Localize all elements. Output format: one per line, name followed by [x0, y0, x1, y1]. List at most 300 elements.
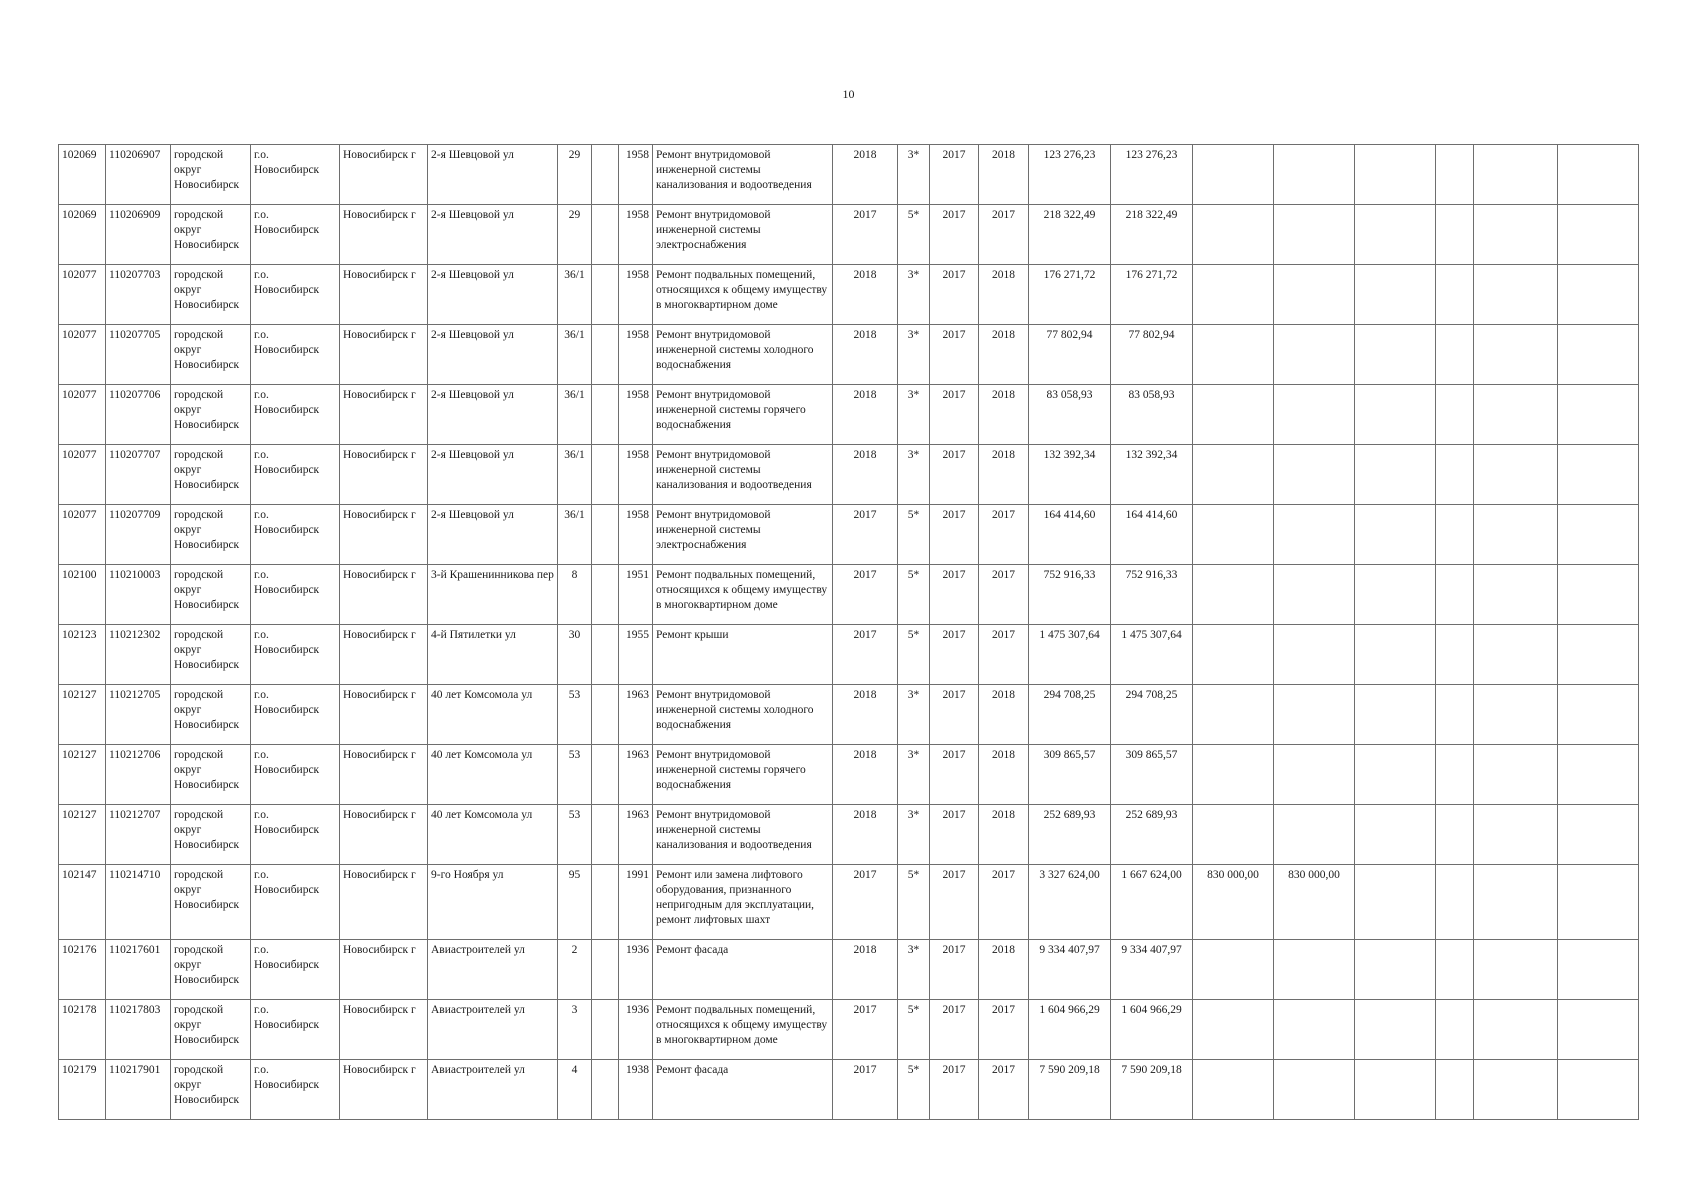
table-cell-col15: 9 334 407,97 [1029, 940, 1111, 1000]
table-cell-col7: 36/1 [558, 385, 592, 445]
table-cell-col17: 830 000,00 [1193, 865, 1274, 940]
table-cell-col8 [592, 685, 619, 745]
table-cell-col22 [1558, 1060, 1639, 1120]
table-cell-col20 [1436, 445, 1474, 505]
table-cell-col17 [1193, 445, 1274, 505]
table-cell-col1: 102077 [59, 505, 106, 565]
table-cell-col12: 3* [898, 745, 930, 805]
table-cell-col7: 4 [558, 1060, 592, 1120]
table-cell-col19 [1355, 1000, 1436, 1060]
table-cell-col15: 77 802,94 [1029, 325, 1111, 385]
table-cell-col12: 5* [898, 1060, 930, 1120]
table-cell-col13: 2017 [930, 145, 979, 205]
table-cell-col4: г.о. Новосибирск [251, 940, 340, 1000]
table-cell-col10: Ремонт внутридомовой инженерной системы электроснабжения [653, 205, 833, 265]
table-cell-col18 [1274, 805, 1355, 865]
table-cell-col22 [1558, 505, 1639, 565]
table-cell-col11: 2018 [833, 940, 898, 1000]
table-cell-col8 [592, 205, 619, 265]
table-cell-col10: Ремонт или замена лифтового оборудования, признанного непригодным для эксплуатации, ремонт лифтовых шахт [653, 865, 833, 940]
table-cell-col21 [1474, 445, 1558, 505]
table-cell-col9: 1958 [619, 385, 653, 445]
table-cell-col10: Ремонт внутридомовой инженерной системы холодного водоснабжения [653, 685, 833, 745]
table-cell-col13: 2017 [930, 685, 979, 745]
table-cell-col21 [1474, 385, 1558, 445]
table-cell-col11: 2017 [833, 565, 898, 625]
table-cell-col9: 1963 [619, 805, 653, 865]
table-cell-col18 [1274, 265, 1355, 325]
table-cell-col12: 3* [898, 940, 930, 1000]
table-cell-col21 [1474, 205, 1558, 265]
table-cell-col14: 2017 [979, 1060, 1029, 1120]
table-cell-col21 [1474, 940, 1558, 1000]
table-cell-col2: 110207707 [106, 445, 171, 505]
table-cell-col15: 309 865,57 [1029, 745, 1111, 805]
table-cell-col1: 102176 [59, 940, 106, 1000]
table-cell-col3: городской округ Новосибирск [171, 685, 251, 745]
table-cell-col19 [1355, 745, 1436, 805]
table-cell-col13: 2017 [930, 505, 979, 565]
table-cell-col11: 2017 [833, 205, 898, 265]
table-cell-col6: 2-я Шевцовой ул [428, 325, 558, 385]
table-cell-col1: 102127 [59, 745, 106, 805]
table-cell-col10: Ремонт фасада [653, 1060, 833, 1120]
table-cell-col18 [1274, 625, 1355, 685]
table-cell-col10: Ремонт внутридомовой инженерной системы горячего водоснабжения [653, 385, 833, 445]
table-cell-col10: Ремонт внутридомовой инженерной системы канализования и водоотведения [653, 145, 833, 205]
table-cell-col9: 1936 [619, 940, 653, 1000]
table-row [59, 385, 1639, 445]
table-cell-col12: 5* [898, 625, 930, 685]
table-cell-col17 [1193, 505, 1274, 565]
table-cell-col4: г.о. Новосибирск [251, 445, 340, 505]
table-cell-col22 [1558, 940, 1639, 1000]
table-cell-col18 [1274, 685, 1355, 745]
table-cell-col11: 2018 [833, 265, 898, 325]
table-cell-col17 [1193, 625, 1274, 685]
table-cell-col2: 110217601 [106, 940, 171, 1000]
table-cell-col17 [1193, 145, 1274, 205]
table-cell-col2: 110217803 [106, 1000, 171, 1060]
table-cell-col6: 2-я Шевцовой ул [428, 205, 558, 265]
table-cell-col5: Новосибирск г [340, 805, 428, 865]
page-number: 10 [842, 87, 855, 101]
table-cell-col6: Авиастроителей ул [428, 1060, 558, 1120]
table-cell-col9: 1958 [619, 505, 653, 565]
table-cell-col17 [1193, 745, 1274, 805]
table-cell-col12: 3* [898, 445, 930, 505]
table-cell-col5: Новосибирск г [340, 505, 428, 565]
table-cell-col17 [1193, 805, 1274, 865]
table-cell-col11: 2018 [833, 325, 898, 385]
table-cell-col9: 1938 [619, 1060, 653, 1120]
table-cell-col4: г.о. Новосибирск [251, 505, 340, 565]
table-cell-col3: городской округ Новосибирск [171, 325, 251, 385]
table-cell-col7: 36/1 [558, 445, 592, 505]
table-cell-col12: 3* [898, 325, 930, 385]
table-cell-col5: Новосибирск г [340, 325, 428, 385]
table-row [59, 505, 1639, 565]
table-cell-col4: г.о. Новосибирск [251, 265, 340, 325]
table-cell-col7: 95 [558, 865, 592, 940]
table-cell-col4: г.о. Новосибирск [251, 385, 340, 445]
table-cell-col19 [1355, 385, 1436, 445]
table-cell-col17 [1193, 265, 1274, 325]
table-cell-col21 [1474, 505, 1558, 565]
table-cell-col15: 752 916,33 [1029, 565, 1111, 625]
table-cell-col4: г.о. Новосибирск [251, 865, 340, 940]
table-cell-col17 [1193, 565, 1274, 625]
table-cell-col11: 2018 [833, 805, 898, 865]
table-cell-col19 [1355, 265, 1436, 325]
table-cell-col15: 1 475 307,64 [1029, 625, 1111, 685]
table-cell-col13: 2017 [930, 745, 979, 805]
table-cell-col16: 294 708,25 [1111, 685, 1193, 745]
table-cell-col6: 40 лет Комсомола ул [428, 685, 558, 745]
table-cell-col19 [1355, 145, 1436, 205]
table-cell-col2: 110207709 [106, 505, 171, 565]
table-cell-col2: 110214710 [106, 865, 171, 940]
table-cell-col16: 1 667 624,00 [1111, 865, 1193, 940]
table-cell-col2: 110217901 [106, 1060, 171, 1120]
table-cell-col1: 102178 [59, 1000, 106, 1060]
table-cell-col8 [592, 565, 619, 625]
table-cell-col1: 102127 [59, 685, 106, 745]
table-cell-col21 [1474, 145, 1558, 205]
table-cell-col18 [1274, 325, 1355, 385]
table-cell-col2: 110207705 [106, 325, 171, 385]
table-cell-col1: 102077 [59, 265, 106, 325]
table-cell-col6: 2-я Шевцовой ул [428, 505, 558, 565]
table-cell-col12: 3* [898, 265, 930, 325]
table-cell-col16: 83 058,93 [1111, 385, 1193, 445]
table-cell-col2: 110212707 [106, 805, 171, 865]
table-cell-col4: г.о. Новосибирск [251, 205, 340, 265]
table-row [59, 685, 1639, 745]
table-cell-col13: 2017 [930, 445, 979, 505]
table-cell-col21 [1474, 865, 1558, 940]
table-cell-col19 [1355, 325, 1436, 385]
table-cell-col22 [1558, 805, 1639, 865]
table-cell-col3: городской округ Новосибирск [171, 940, 251, 1000]
table-cell-col3: городской округ Новосибирск [171, 625, 251, 685]
table-cell-col4: г.о. Новосибирск [251, 565, 340, 625]
table-cell-col20 [1436, 685, 1474, 745]
table-cell-col22 [1558, 145, 1639, 205]
table-cell-col20 [1436, 745, 1474, 805]
table-cell-col15: 7 590 209,18 [1029, 1060, 1111, 1120]
table-cell-col14: 2017 [979, 625, 1029, 685]
table-cell-col19 [1355, 625, 1436, 685]
table-cell-col14: 2018 [979, 325, 1029, 385]
table-cell-col12: 5* [898, 565, 930, 625]
table-cell-col8 [592, 865, 619, 940]
table-cell-col15: 1 604 966,29 [1029, 1000, 1111, 1060]
table-row [59, 865, 1639, 940]
table-cell-col5: Новосибирск г [340, 265, 428, 325]
table-cell-col10: Ремонт подвальных помещений, относящихся к общему имуществу в многоквартирном доме [653, 1000, 833, 1060]
table-cell-col5: Новосибирск г [340, 745, 428, 805]
table-cell-col6: 2-я Шевцовой ул [428, 145, 558, 205]
table-cell-col8 [592, 1060, 619, 1120]
table-cell-col22 [1558, 325, 1639, 385]
table-cell-col11: 2017 [833, 865, 898, 940]
table-cell-col18 [1274, 940, 1355, 1000]
table-cell-col11: 2018 [833, 385, 898, 445]
table-cell-col11: 2017 [833, 625, 898, 685]
table-cell-col20 [1436, 265, 1474, 325]
table-cell-col2: 110210003 [106, 565, 171, 625]
table-cell-col21 [1474, 805, 1558, 865]
table-cell-col11: 2018 [833, 685, 898, 745]
table-cell-col15: 252 689,93 [1029, 805, 1111, 865]
table-cell-col22 [1558, 385, 1639, 445]
table-cell-col9: 1958 [619, 145, 653, 205]
table-cell-col21 [1474, 325, 1558, 385]
table-cell-col3: городской округ Новосибирск [171, 805, 251, 865]
table-cell-col7: 3 [558, 1000, 592, 1060]
table-cell-col7: 53 [558, 745, 592, 805]
table-cell-col19 [1355, 865, 1436, 940]
table-cell-col12: 5* [898, 1000, 930, 1060]
table-cell-col3: городской округ Новосибирск [171, 145, 251, 205]
table-cell-col13: 2017 [930, 865, 979, 940]
table-cell-col22 [1558, 685, 1639, 745]
table-cell-col8 [592, 385, 619, 445]
table-cell-col11: 2017 [833, 1060, 898, 1120]
table-cell-col8 [592, 745, 619, 805]
table-cell-col18 [1274, 385, 1355, 445]
table-cell-col22 [1558, 205, 1639, 265]
table-cell-col12: 5* [898, 865, 930, 940]
table-cell-col18 [1274, 145, 1355, 205]
table-cell-col6: Авиастроителей ул [428, 940, 558, 1000]
table-cell-col1: 102100 [59, 565, 106, 625]
table-cell-col20 [1436, 205, 1474, 265]
table-cell-col16: 164 414,60 [1111, 505, 1193, 565]
table-cell-col12: 3* [898, 685, 930, 745]
table-cell-col5: Новосибирск г [340, 565, 428, 625]
table-cell-col20 [1436, 325, 1474, 385]
table-cell-col20 [1436, 805, 1474, 865]
table-cell-col16: 132 392,34 [1111, 445, 1193, 505]
table-row [59, 805, 1639, 865]
table-cell-col7: 8 [558, 565, 592, 625]
table-cell-col3: городской округ Новосибирск [171, 205, 251, 265]
table-cell-col5: Новосибирск г [340, 145, 428, 205]
table-cell-col14: 2017 [979, 565, 1029, 625]
table-cell-col22 [1558, 745, 1639, 805]
table-cell-col22 [1558, 625, 1639, 685]
table-cell-col10: Ремонт внутридомовой инженерной системы холодного водоснабжения [653, 325, 833, 385]
table-cell-col21 [1474, 1000, 1558, 1060]
table-cell-col4: г.о. Новосибирск [251, 145, 340, 205]
table-cell-col21 [1474, 685, 1558, 745]
table-cell-col5: Новосибирск г [340, 625, 428, 685]
table-cell-col16: 1 604 966,29 [1111, 1000, 1193, 1060]
table-cell-col15: 3 327 624,00 [1029, 865, 1111, 940]
table-cell-col13: 2017 [930, 385, 979, 445]
table-row [59, 325, 1639, 385]
table-cell-col13: 2017 [930, 1060, 979, 1120]
table-cell-col4: г.о. Новосибирск [251, 1060, 340, 1120]
table-cell-col12: 5* [898, 205, 930, 265]
table-cell-col19 [1355, 1060, 1436, 1120]
table-cell-col7: 30 [558, 625, 592, 685]
table-cell-col9: 1958 [619, 205, 653, 265]
table-cell-col9: 1958 [619, 325, 653, 385]
table-cell-col7: 36/1 [558, 265, 592, 325]
table-cell-col21 [1474, 265, 1558, 325]
table-cell-col13: 2017 [930, 325, 979, 385]
table-cell-col14: 2018 [979, 265, 1029, 325]
table-cell-col8 [592, 145, 619, 205]
table-cell-col8 [592, 805, 619, 865]
table-cell-col8 [592, 445, 619, 505]
table-cell-col16: 309 865,57 [1111, 745, 1193, 805]
table-cell-col4: г.о. Новосибирск [251, 1000, 340, 1060]
table-cell-col18 [1274, 505, 1355, 565]
table-cell-col14: 2017 [979, 865, 1029, 940]
table-cell-col10: Ремонт фасада [653, 940, 833, 1000]
table-cell-col13: 2017 [930, 565, 979, 625]
table-cell-col8 [592, 505, 619, 565]
table-cell-col17 [1193, 385, 1274, 445]
table-cell-col9: 1991 [619, 865, 653, 940]
table-cell-col6: 2-я Шевцовой ул [428, 445, 558, 505]
table-cell-col16: 9 334 407,97 [1111, 940, 1193, 1000]
table-cell-col11: 2018 [833, 745, 898, 805]
table-cell-col19 [1355, 445, 1436, 505]
table-cell-col10: Ремонт внутридомовой инженерной системы канализования и водоотведения [653, 445, 833, 505]
table-cell-col6: Авиастроителей ул [428, 1000, 558, 1060]
table-cell-col4: г.о. Новосибирск [251, 625, 340, 685]
table-cell-col8 [592, 940, 619, 1000]
table-cell-col8 [592, 1000, 619, 1060]
table-cell-col9: 1963 [619, 685, 653, 745]
table-cell-col5: Новосибирск г [340, 685, 428, 745]
table-cell-col17 [1193, 1060, 1274, 1120]
table-cell-col5: Новосибирск г [340, 940, 428, 1000]
table-cell-col9: 1963 [619, 745, 653, 805]
table-cell-col15: 132 392,34 [1029, 445, 1111, 505]
table-cell-col3: городской округ Новосибирск [171, 445, 251, 505]
table-cell-col13: 2017 [930, 1000, 979, 1060]
table-cell-col18: 830 000,00 [1274, 865, 1355, 940]
table-cell-col3: городской округ Новосибирск [171, 865, 251, 940]
table-cell-col5: Новосибирск г [340, 445, 428, 505]
table-cell-col7: 29 [558, 205, 592, 265]
table-cell-col17 [1193, 205, 1274, 265]
table-cell-col2: 110207703 [106, 265, 171, 325]
table-cell-col12: 3* [898, 805, 930, 865]
table-cell-col6: 2-я Шевцовой ул [428, 385, 558, 445]
table-cell-col3: городской округ Новосибирск [171, 1060, 251, 1120]
table-cell-col2: 110212302 [106, 625, 171, 685]
table-cell-col9: 1958 [619, 265, 653, 325]
table-cell-col21 [1474, 1060, 1558, 1120]
table-cell-col3: городской округ Новосибирск [171, 385, 251, 445]
table-cell-col17 [1193, 325, 1274, 385]
table-cell-col16: 252 689,93 [1111, 805, 1193, 865]
table-cell-col22 [1558, 865, 1639, 940]
table-cell-col13: 2017 [930, 265, 979, 325]
table-cell-col3: городской округ Новосибирск [171, 505, 251, 565]
table-cell-col22 [1558, 445, 1639, 505]
table-cell-col14: 2017 [979, 205, 1029, 265]
table-cell-col10: Ремонт подвальных помещений, относящихся к общему имуществу в многоквартирном доме [653, 565, 833, 625]
table-cell-col20 [1436, 940, 1474, 1000]
program-table [58, 144, 1639, 1120]
table-cell-col20 [1436, 385, 1474, 445]
table-cell-col7: 2 [558, 940, 592, 1000]
table-cell-col19 [1355, 940, 1436, 1000]
table-cell-col3: городской округ Новосибирск [171, 745, 251, 805]
table-cell-col11: 2017 [833, 505, 898, 565]
table-cell-col17 [1193, 940, 1274, 1000]
table-cell-col6: 9-го Ноября ул [428, 865, 558, 940]
table-cell-col9: 1951 [619, 565, 653, 625]
table-cell-col12: 3* [898, 145, 930, 205]
table-cell-col1: 102147 [59, 865, 106, 940]
table-cell-col22 [1558, 565, 1639, 625]
table-cell-col16: 1 475 307,64 [1111, 625, 1193, 685]
table-cell-col8 [592, 265, 619, 325]
table-cell-col1: 102127 [59, 805, 106, 865]
table-row [59, 145, 1639, 205]
table-cell-col7: 29 [558, 145, 592, 205]
table-cell-col22 [1558, 265, 1639, 325]
table-cell-col13: 2017 [930, 805, 979, 865]
table-cell-col10: Ремонт подвальных помещений, относящихся к общему имуществу в многоквартирном доме [653, 265, 833, 325]
table-cell-col21 [1474, 625, 1558, 685]
table-cell-col7: 53 [558, 685, 592, 745]
table-cell-col18 [1274, 745, 1355, 805]
table-cell-col2: 110206909 [106, 205, 171, 265]
table-cell-col15: 218 322,49 [1029, 205, 1111, 265]
table-cell-col14: 2018 [979, 745, 1029, 805]
table-cell-col19 [1355, 505, 1436, 565]
table-cell-col20 [1436, 505, 1474, 565]
table-cell-col18 [1274, 1000, 1355, 1060]
table-cell-col14: 2018 [979, 940, 1029, 1000]
table-cell-col10: Ремонт внутридомовой инженерной системы канализования и водоотведения [653, 805, 833, 865]
table-cell-col1: 102077 [59, 445, 106, 505]
table-cell-col10: Ремонт крыши [653, 625, 833, 685]
table-cell-col6: 40 лет Комсомола ул [428, 745, 558, 805]
table-row [59, 1000, 1639, 1060]
table-cell-col16: 7 590 209,18 [1111, 1060, 1193, 1120]
table-row [59, 445, 1639, 505]
table-cell-col20 [1436, 865, 1474, 940]
table-cell-col2: 110212706 [106, 745, 171, 805]
table-cell-col9: 1936 [619, 1000, 653, 1060]
table-cell-col1: 102077 [59, 325, 106, 385]
table-cell-col4: г.о. Новосибирск [251, 685, 340, 745]
table-row [59, 940, 1639, 1000]
table-cell-col20 [1436, 565, 1474, 625]
table-cell-col16: 752 916,33 [1111, 565, 1193, 625]
table-cell-col5: Новосибирск г [340, 1000, 428, 1060]
table-row [59, 265, 1639, 325]
table-cell-col13: 2017 [930, 205, 979, 265]
table-cell-col20 [1436, 1060, 1474, 1120]
table-cell-col14: 2018 [979, 685, 1029, 745]
table-cell-col5: Новосибирск г [340, 205, 428, 265]
table-cell-col10: Ремонт внутридомовой инженерной системы электроснабжения [653, 505, 833, 565]
table-cell-col18 [1274, 1060, 1355, 1120]
table-cell-col14: 2018 [979, 145, 1029, 205]
